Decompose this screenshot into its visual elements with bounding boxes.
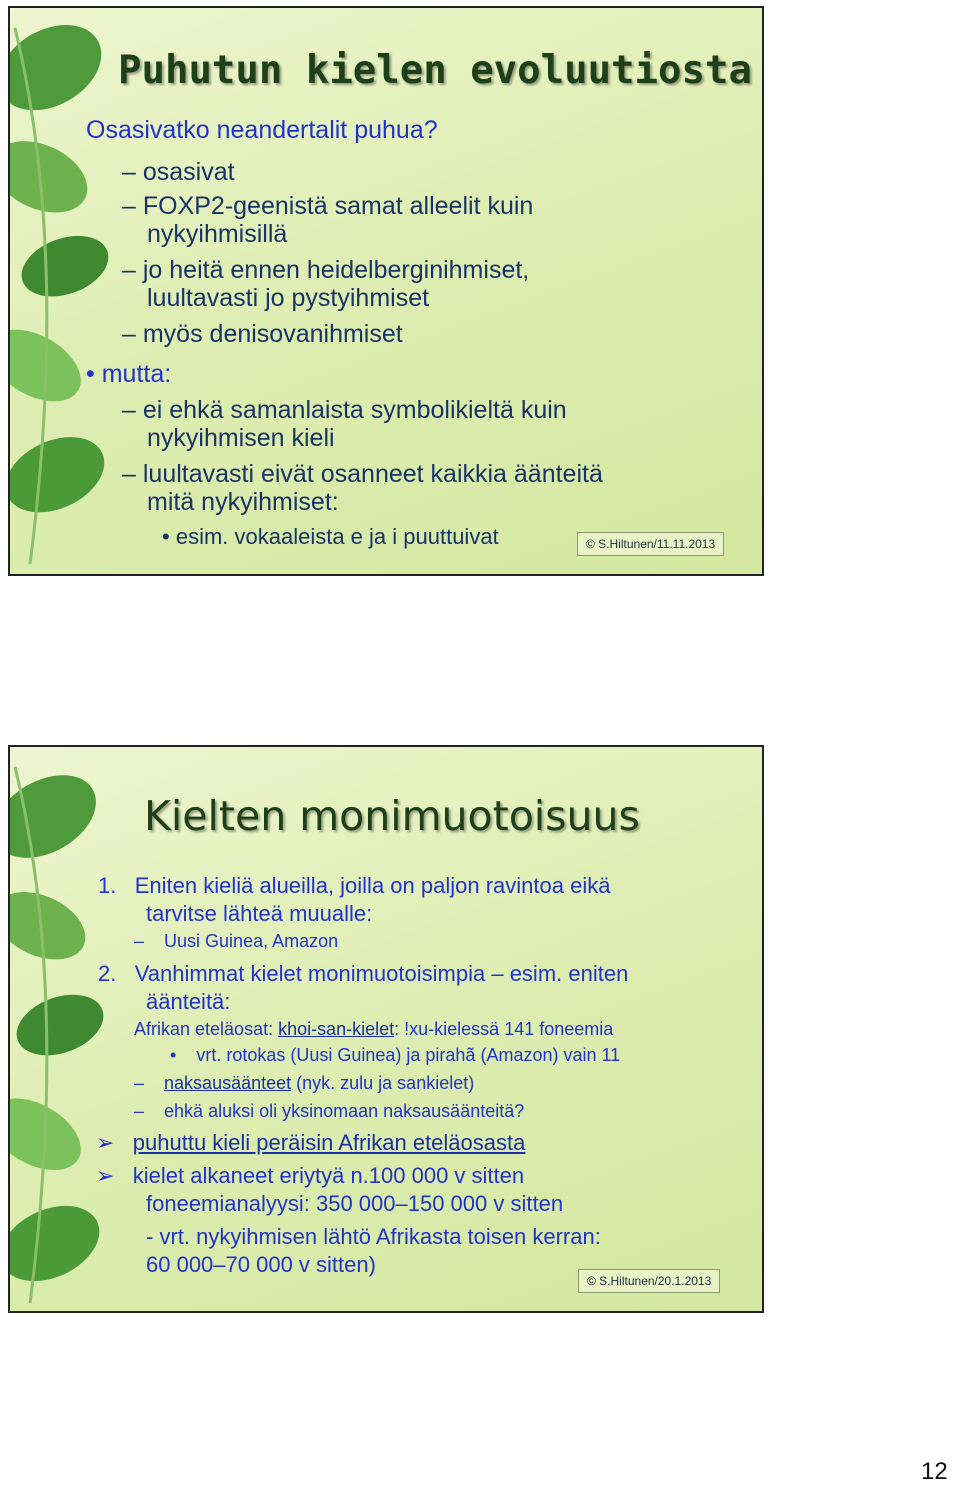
leaf-decoration-icon xyxy=(10,8,120,574)
dash-item-continued: mitä nykyihmiset: xyxy=(147,488,339,516)
dash-item: – ei ehkä samanlaista symbolikieltä kuin xyxy=(122,396,567,424)
dash-item-continued: luultavasti jo pystyihmiset xyxy=(147,284,430,312)
bullet-icon: • xyxy=(86,360,95,388)
copyright-label: © S.Hiltunen/20.1.2013 xyxy=(578,1269,720,1293)
arrow-bullet-icon: ➢ xyxy=(96,1163,115,1188)
arrow-bullet-icon: ➢ xyxy=(96,1130,115,1155)
numbered-item: 1. Eniten kieliä alueilla, joilla on paljon ravintoa eikä xyxy=(98,873,611,898)
sub-bullet-item: • esim. vokaaleista e ja i puuttuivat xyxy=(162,524,499,549)
arrow-item-continued: - vrt. nykyihmisen lähtö Afrikasta toisen kerran: xyxy=(146,1224,601,1249)
naksaus-link[interactable]: naksausäänteet xyxy=(164,1073,292,1093)
dash-item: – FOXP2-geenistä samat alleelit kuin xyxy=(122,192,534,220)
question-heading: Osasivatko neandertalit puhua? xyxy=(86,116,438,144)
khoisan-link[interactable]: khoi-san-kielet xyxy=(278,1019,395,1039)
dash-item: – myös denisovanihmiset xyxy=(122,320,403,348)
page-number: 12 xyxy=(921,1458,948,1485)
leaf-decoration-icon xyxy=(10,747,120,1311)
slide-evolution xyxy=(8,6,764,576)
bullet-item: • mutta: xyxy=(86,360,172,388)
arrow-item-continued: 60 000–70 000 v sitten) xyxy=(146,1252,376,1277)
africa-line: Afrikan eteläosat: khoi-san-kielet: !xu-kielessä 141 foneemia xyxy=(134,1019,614,1039)
slide-diversity xyxy=(8,745,764,1313)
numbered-item-continued: tarvitse lähteä muualle: xyxy=(146,901,373,926)
arrow-item: ➢ kielet alkaneet eriytyä n.100 000 v sitten xyxy=(96,1163,525,1188)
dash-item: – naksausäänteet (nyk. zulu ja sankielet) xyxy=(134,1073,475,1093)
slide-title: Puhutun kielen evoluutiosta xyxy=(118,48,752,93)
dash-item: – ehkä aluksi oli yksinomaan naksausäänteitä? xyxy=(134,1101,525,1121)
dash-item: – luultavasti eivät osanneet kaikkia äänteitä xyxy=(122,460,603,488)
arrow-item xyxy=(96,1130,525,1156)
africa-origin-link[interactable]: puhuttu kieli peräisin Afrikan eteläosasta xyxy=(132,1130,526,1155)
bullet-icon: • xyxy=(162,524,170,549)
dash-item: – osasivat xyxy=(122,158,235,186)
dash-item: – Uusi Guinea, Amazon xyxy=(134,931,339,951)
dash-item: – jo heitä ennen heidelberginihmiset, xyxy=(122,256,530,284)
sub-bullet-item: • vrt. rotokas (Uusi Guinea) ja pirahã (Amazon) vain 11 xyxy=(170,1045,621,1065)
dash-item-continued: nykyihmisillä xyxy=(147,220,288,248)
copyright-label: © S.Hiltunen/11.11.2013 xyxy=(577,532,724,556)
bullet-icon: • xyxy=(170,1045,177,1065)
slide-title: Kielten monimuotoisuus xyxy=(144,792,640,840)
dash-item-continued: nykyihmisen kieli xyxy=(147,424,335,452)
numbered-item: 2. Vanhimmat kielet monimuotoisimpia – esim. eniten xyxy=(98,961,629,986)
arrow-item-continued: foneemianalyysi: 350 000–150 000 v sitten xyxy=(146,1191,564,1216)
numbered-item-continued: äänteitä: xyxy=(146,989,231,1014)
